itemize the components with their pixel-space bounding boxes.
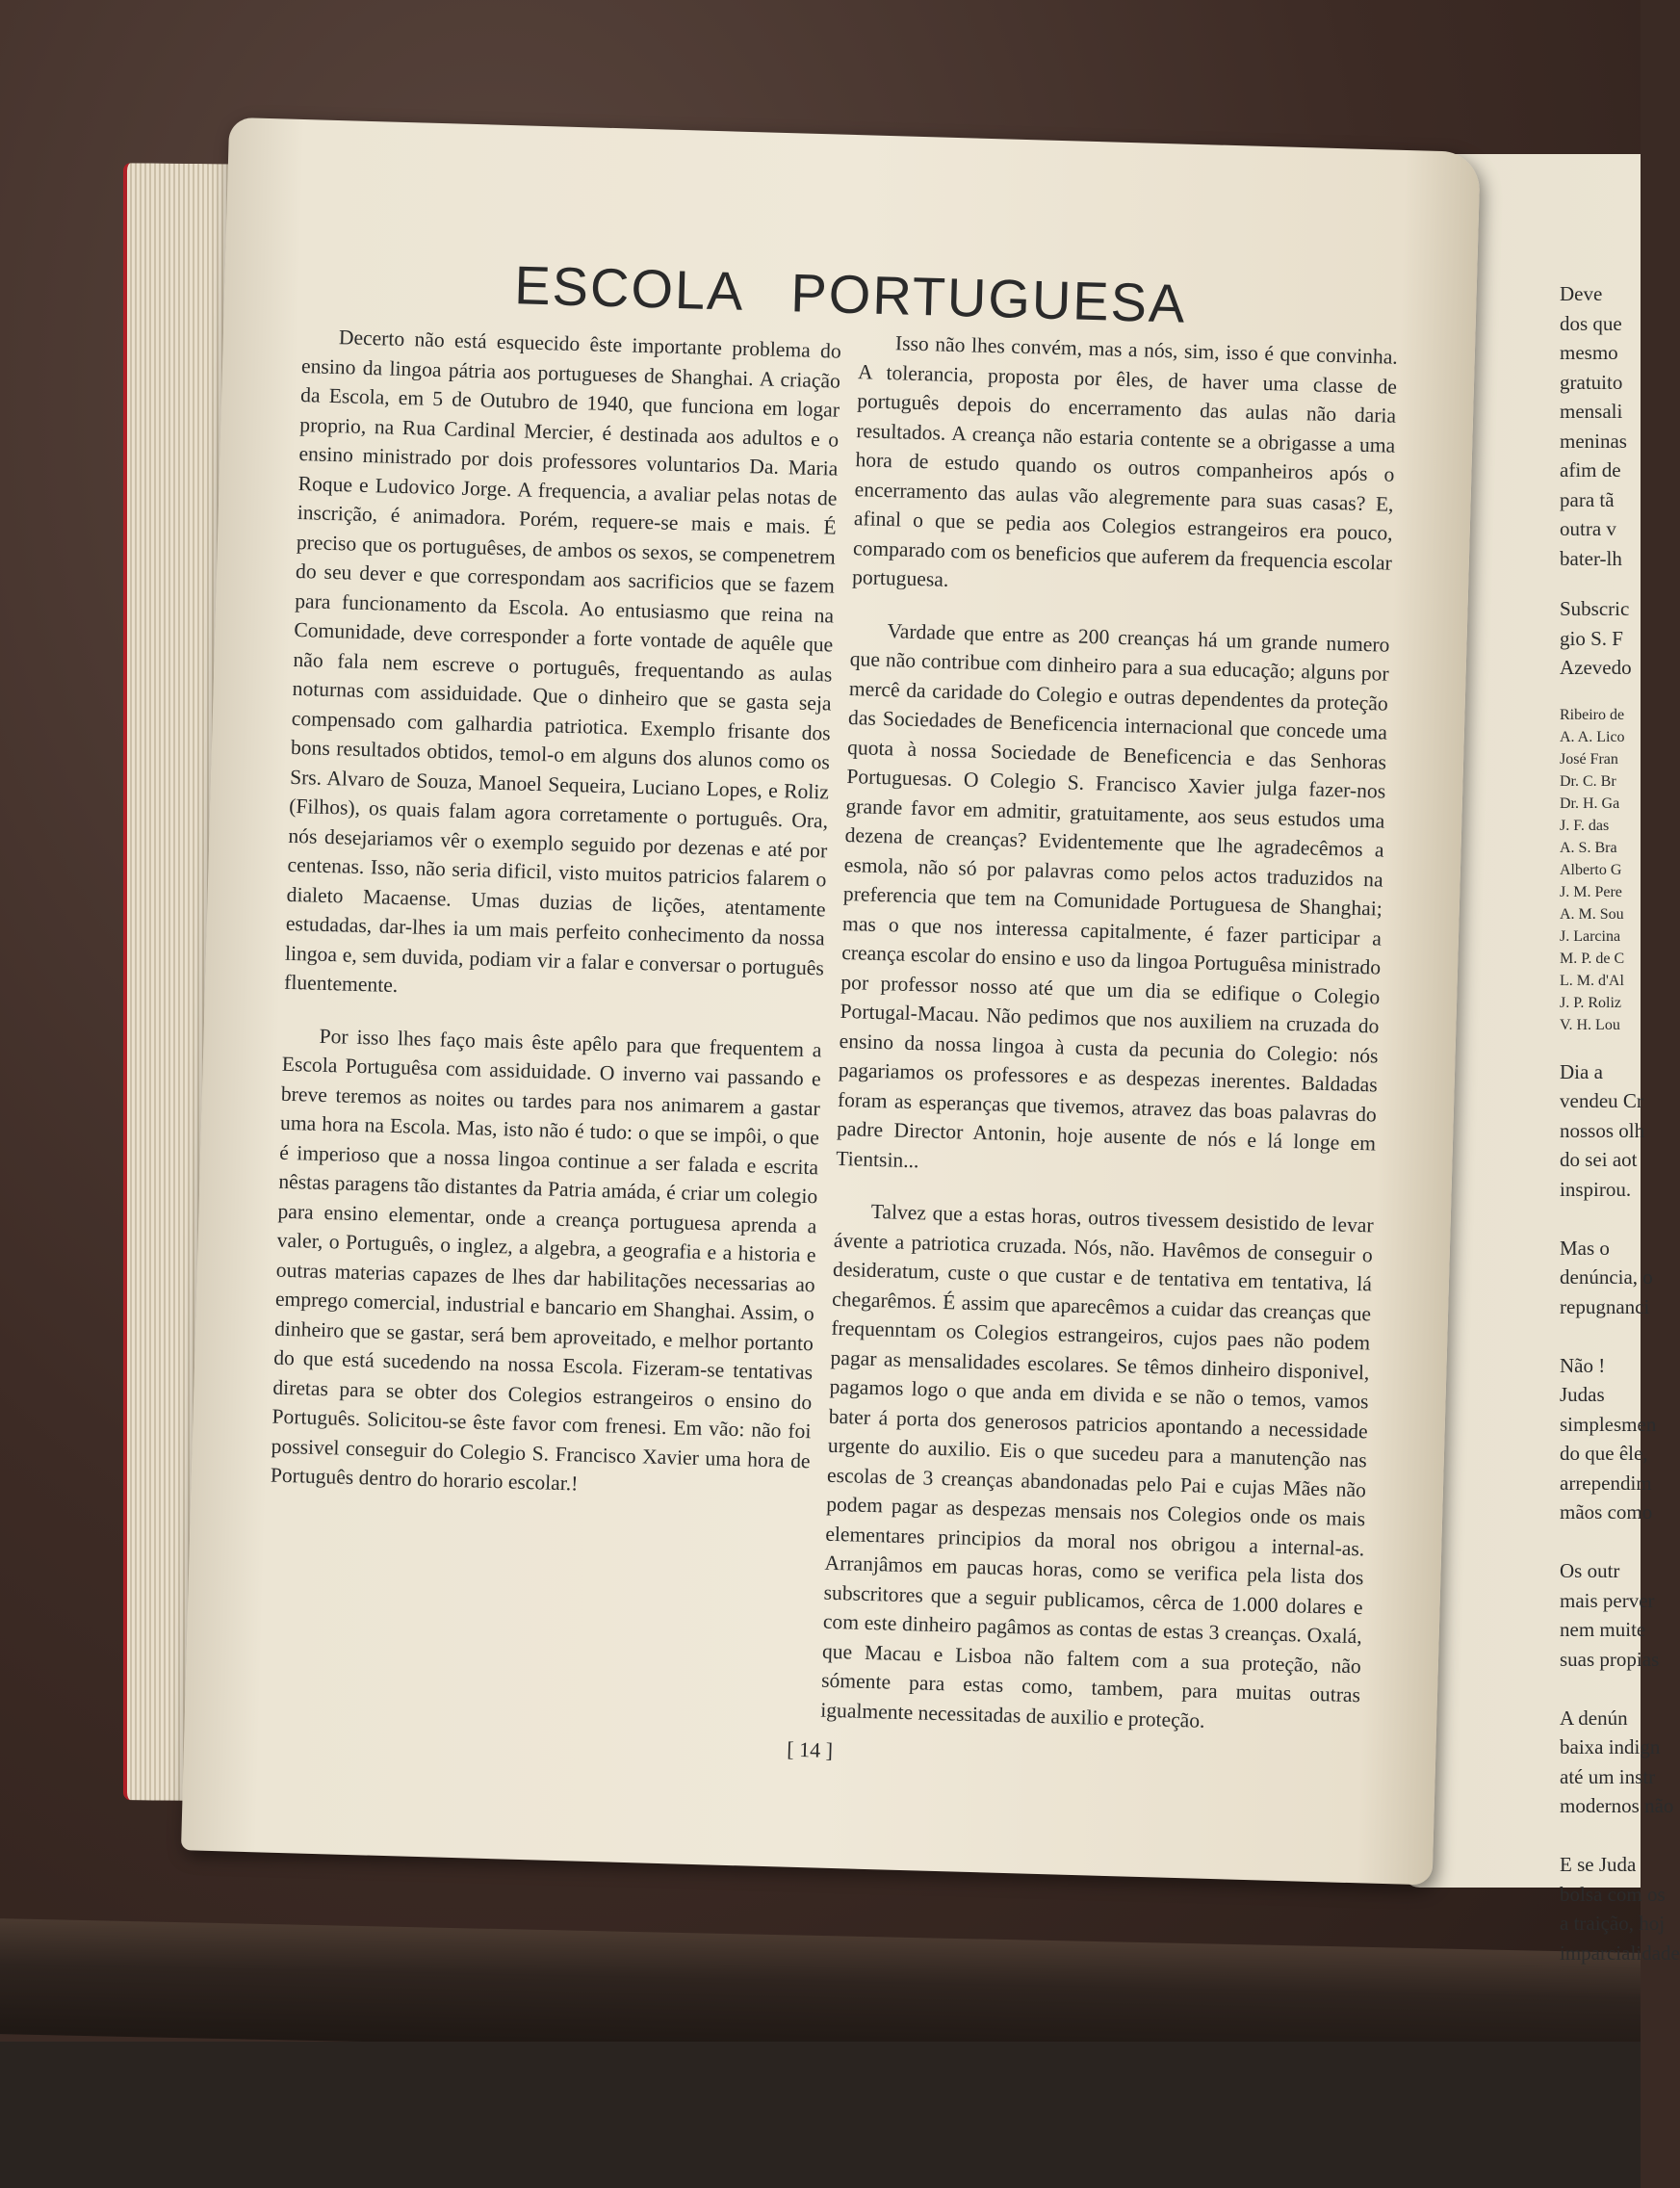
- facing-page-line: J. M. Pere: [1560, 883, 1622, 900]
- facing-page-line: Subscric: [1560, 597, 1630, 620]
- facing-page-line: dos que: [1560, 311, 1622, 335]
- spacer: [1560, 683, 1641, 704]
- paragraph: Por isso lhes faço mais êste apêlo para que frequentem a Escola Portuguêsa com assiduidade. O inverno vai passando e breve teremos as noites ou tardes para nos animarem a gastar uma hora na Escola. Mas, isto não é tudo: o que se impôi, o que é imperioso que a nossa lingoa continue a ser falada e escrita nêstas paragens tão distantes da Patria amáda, é criar um colegio para ensino elementar, onde a creança portuguesa aprenda a valer, o Português, o inglez, a algebra, a geografia e a historia e outras materias capazes de lhes dar habilitações necessarias ao emprego comercial, industrial e bancario em Shanghai. Assim, o dinheiro que se gastar, será bem aproveitado, e melhor portanto do que está sucedendo na nossa Escola. Fizeram-se tentativas diretas para se obter dos Colegios estrangeiros o ensino do Português. Solicitou-se êste favor com frenesi. Em vão: não foi possivel conseguir do Colegio S. Francisco Xavier uma hora de Português dentro do horario escolar.!: [270, 1024, 822, 1496]
- facing-page-line: A denún: [1560, 1706, 1628, 1730]
- facing-page-line: bolsa com os: [1560, 1882, 1666, 1906]
- facing-page-line: Ribeiro de: [1560, 706, 1625, 723]
- floor: [0, 2042, 1641, 2188]
- facing-page-line: afim de: [1560, 458, 1621, 482]
- facing-page-line: Os outr: [1560, 1559, 1620, 1582]
- facing-page-line: Judas: [1560, 1383, 1605, 1406]
- facing-page-line: Não !: [1560, 1353, 1606, 1377]
- facing-page-line: [1560, 1321, 1641, 1351]
- facing-page-line: simplesmen: [1560, 1412, 1657, 1436]
- paragraph: Talvez que a estas horas, outros tivessem desistido de levar ávente a patriotica cruzada. Nós, não. Havêmos de conseguir o desideratum, custe o que custar e de tentativa em tentativa, lá chegarêmos. É assim que aparecêmos a cuidar das creanças que frequenntam os Colegios estrangeiros, cujos paes não podem pagar as mensalidades escolares. Se têmos dinheiro disponivel, pagamos logo o que anda em divida e se não o temos, vamos bater á porta dos generosos patricios apontando a necessidade urgente do auxilio. Eis o que sucedeu para a manutenção nas escolas de 3 creanças abandonadas pelo Pai e cujas Mães não podem pagar as despezas mensais nos Colegios onde os mais elementares principios da moral nos obrigou a internal-as. Arranjâmos em paucas horas, como se verifica pela lista dos subscritores que a seguir publicamos, cêrca de 1.000 dolares e com este dinheiro pagâmos as contas de estas 3 creanças. Oxalá, que Macau e Lisboa não faltem com a sua proteção, não sómente para estas como, tambem, para muitas outras igualmente necessitadas de auxilio e proteção.: [819, 1199, 1374, 1732]
- facing-page-line: gio S. F: [1560, 626, 1623, 650]
- facing-page-line: até um instr: [1560, 1764, 1656, 1788]
- facing-page-line: Dr. H. Ga: [1560, 794, 1620, 812]
- facing-page-line: [1560, 1204, 1641, 1234]
- facing-page-line: denúncia, o: [1560, 1265, 1653, 1289]
- facing-page-line: suas propias: [1560, 1647, 1660, 1671]
- facing-page-line: J. P. Roliz: [1560, 994, 1622, 1011]
- facing-page-line: A. A. Lico: [1560, 728, 1625, 745]
- page-number: [ 14 ]: [786, 1736, 834, 1763]
- title-word: ESCOLA: [513, 253, 746, 322]
- facing-page-line: [1560, 1527, 1641, 1557]
- facing-page-line: M. P. de C: [1560, 950, 1625, 967]
- right-column: [819, 327, 1398, 1762]
- facing-page-line: Deve: [1560, 282, 1603, 305]
- paragraph: Vardade que entre as 200 creanças há um grande numero que não contribue com dinheiro para a sua educação; alguns por mercê da caridade do Colegio e outras dependentes da proteção das Sociedades de Beneficencia internacional que concede uma quota à nossa Sociedade de Beneficencia e das Senhoras Portuguesas. O Colegio S. Francisco Xavier julga fazer-nos grande favor em admitir, gratuitamente, aos seus estudos uma dezena de creanças? Evidentemente que lhe agradecêmos a esmola, não só por palavras como pelos actos traduzidos na preferencia que tem na Comunidade Portuguesa de Shanghai; mas o que nos interessa capitalmente, é fazer participar a creança escolar do ensino e uso da lingoa Portuguêsa ministrado por professor nosso até que um dia se edifique o Colegio Portugal-Macau. Não pedimos que nos auxiliem na cruzada do ensino da nossa lingoa à custa da pecunia do Colegio: nós pagariamos os professores e as despezas inerentes. Baldadas foram as esperanças que tivemos, atravez das boas palavras do padre Director Antonin, hoje ausente de nós e lá longe em Tientsin...: [835, 618, 1390, 1172]
- facing-page-line: mais perver: [1560, 1588, 1655, 1612]
- facing-page-line: A. M. Sou: [1560, 905, 1624, 923]
- facing-page-text: [1560, 279, 1680, 1989]
- facing-page-line: E se Juda: [1560, 1853, 1637, 1876]
- paragraph: Isso não lhes convém, mas a nós, sim, isso é que convinha. A tolerancia, proposta por êles, de haver uma classe de português depois do encerramento das aulas não daria resultados. A creança não estaria contente se a obrigasse a uma hora de estudo quando os outros companheiros após o encerramento das aulas vão alegremente para suas casas? E, afinal o que se pedia aos Colegios estrangeiros era pouco, comparado com os beneficios que auferem da frequencia escolar portuguesa.: [851, 331, 1399, 591]
- facing-page-line: José Fran: [1560, 750, 1618, 768]
- facing-page-line: Azevedo: [1560, 656, 1632, 679]
- left-column: [270, 322, 841, 1528]
- facing-page-line: Mas o: [1560, 1236, 1610, 1260]
- facing-page-line: outra v: [1560, 517, 1616, 540]
- facing-page-line: [1560, 1821, 1641, 1851]
- facing-page-line: inspirou.: [1560, 1177, 1632, 1201]
- facing-page-line: do que êle,: [1560, 1442, 1648, 1465]
- facing-page-line: meninas: [1560, 429, 1627, 453]
- facing-page-line: modernos não: [1560, 1794, 1674, 1817]
- facing-page-line: repugnanci: [1560, 1294, 1650, 1318]
- facing-page-line: L. M. d'Al: [1560, 972, 1624, 989]
- facing-page-line: Dr. C. Br: [1560, 772, 1616, 790]
- facing-page-line: J. Larcina: [1560, 927, 1621, 945]
- paragraph: Decerto não está esquecido êste importante problema do ensino da lingoa pátria aos portugueses de Shanghai. A criação da Escola, em 5 de Outubro de 1940, que funciona em logar proprio, na Rua Cardinal Mercier, é destinada aos adultos e o ensino ministrado por dois professores voluntarios Da. Maria Roque e Ludovico Jorge. A frequencia, a avaliar pelas notas de inscrição, é animadora. Porém, requere-se mais e mais. É preciso que os portuguêses, de ambos os sexos, se compenetrem do seu dever e que correspondam aos sacrificios que se fazem para funcionamento da Escola. Ao entusiasmo que reina na Comunidade, deve corresponder a forte vontade de aquêle que não fala nem escreve o português, frequentando as aulas noturnas com assiduidade. Que o dinheiro que se gasta seja compensado com galhardia patriotica. Exemplo frisante dos bons resultados obtidos, temol-o em alguns dos alunos como os Srs. Alvaro de Souza, Manoel Sequeira, Luciano Lopes, e Roliz (Filhos), os quais falam agora corretamente o português. Ora, nós desejariamos vêr o exemplo seguido por dezenas e até por centenas. Isso, não seria dificil, visto muitos patricios falarem o dialeto Macaense. Umas duzias de lições, atentamente estudadas, dar-lhes ia um mais perfeito conhecimento da nossa lingoa e, sem duvida, podiam vir a falar e conversar o português fluentemente.: [283, 326, 842, 998]
- facing-page-line: baixa indign: [1560, 1735, 1661, 1758]
- facing-page-line: imparcialidade: [1560, 1941, 1680, 1965]
- spacer: [1560, 1036, 1641, 1057]
- title-word: PORTUGUESA: [789, 261, 1188, 334]
- facing-page-line: gratuito: [1560, 370, 1623, 394]
- facing-page-line: mensali: [1560, 400, 1623, 423]
- facing-page-line: Dia a: [1560, 1059, 1603, 1083]
- book-page: [181, 117, 1481, 1886]
- facing-page-line: nem muite: [1560, 1618, 1646, 1641]
- facing-page-line: [1560, 1674, 1641, 1704]
- facing-page-line: para tã: [1560, 487, 1615, 511]
- facing-page-line: mesmo: [1560, 341, 1618, 364]
- spacer: [1560, 573, 1641, 594]
- facing-page-line: A. S. Bra: [1560, 839, 1617, 856]
- facing-page-line: V. H. Lou: [1560, 1016, 1620, 1033]
- facing-page-line: J. F. das: [1560, 817, 1610, 834]
- facing-page-line: Alberto G: [1560, 861, 1622, 878]
- spacer: [1560, 1967, 1641, 1989]
- facing-page-line: nossos olh: [1560, 1118, 1645, 1142]
- facing-page-line: arrependim: [1560, 1471, 1652, 1495]
- facing-page-line: vendeu Cr: [1560, 1089, 1643, 1112]
- facing-page-line: a traição, hoj: [1560, 1912, 1666, 1935]
- facing-page-line: bater-lh: [1560, 546, 1622, 570]
- facing-page-line: do sei aot: [1560, 1148, 1638, 1171]
- facing-page-line: mãos como: [1560, 1500, 1653, 1524]
